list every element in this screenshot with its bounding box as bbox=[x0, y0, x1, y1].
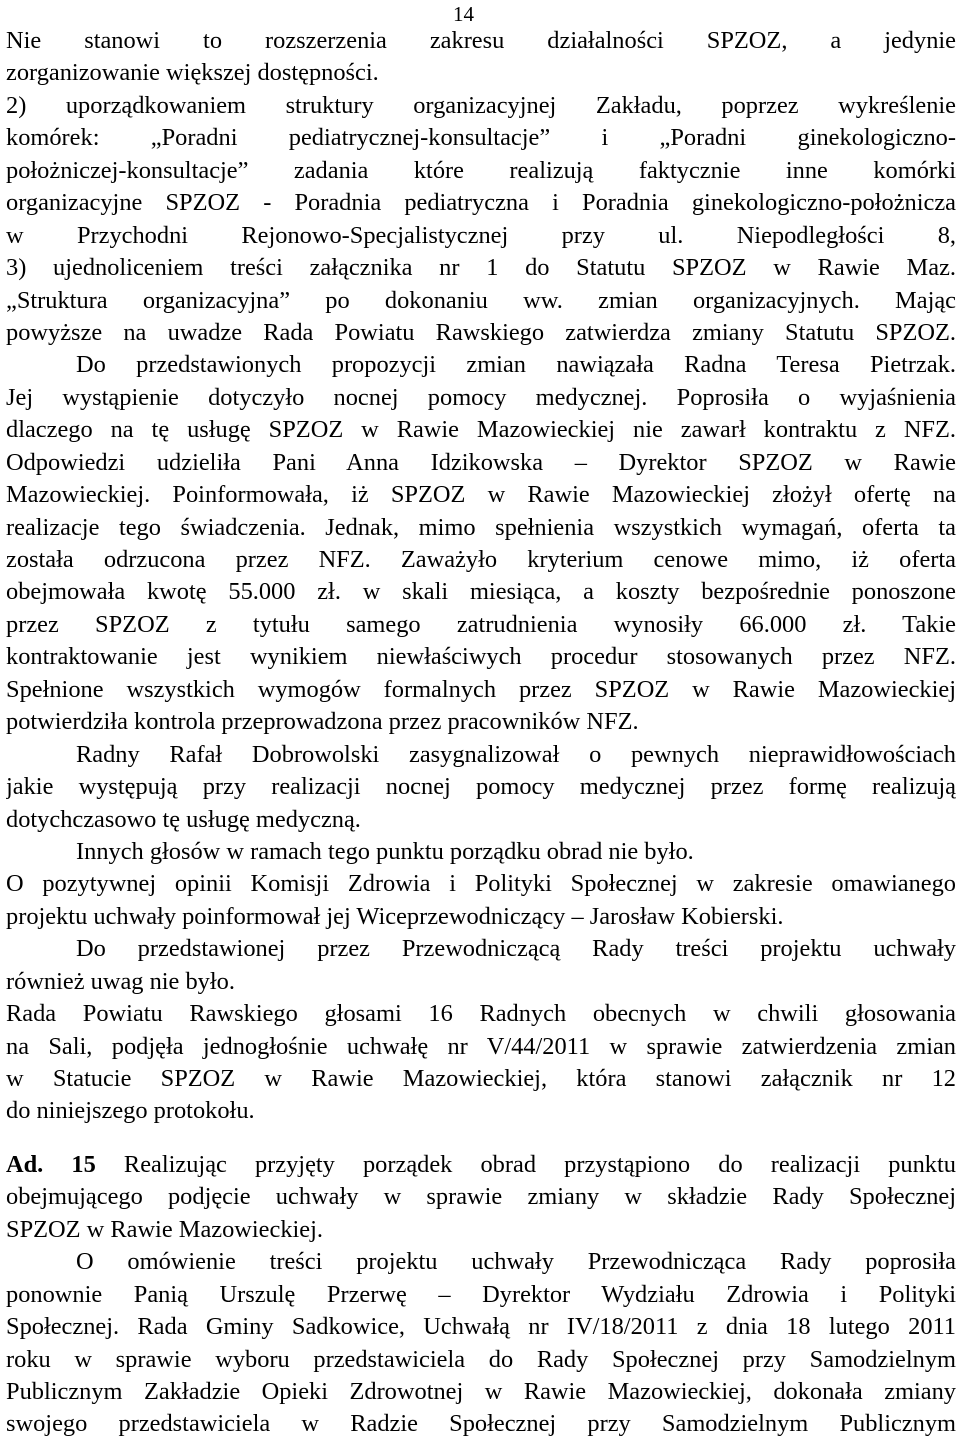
text-line: Do przedstawionej przez Przewodniczącą Rady treści projektu uchwały bbox=[76, 935, 956, 963]
text-line: dlaczego na tę usługę SPZOZ w Rawie Mazowieckiej nie zawarł kontraktu z NFZ. bbox=[6, 416, 956, 444]
text-line: Społecznej. Rada Gminy Sadkowice, Uchwałą nr IV/18/2011 z dnia 18 lutego 2011 bbox=[6, 1313, 956, 1341]
text-line: również uwag nie było. bbox=[6, 967, 235, 995]
paragraph-gap bbox=[6, 1128, 956, 1149]
text-line: „Struktura organizacyjna” po dokonaniu ww. zmian organizacyjnych. Mając bbox=[6, 286, 956, 314]
text-line: potwierdziła kontrola przeprowadzona przez pracowników NFZ. bbox=[6, 708, 639, 736]
text-line: została odrzucona przez NFZ. Zaważyło kryterium cenowe mimo, iż oferta bbox=[6, 546, 956, 573]
text-line: Publicznym Zakładzie Opieki Zdrowotnej w Rawie Mazowieckiej, dokonała zmiany bbox=[6, 1377, 956, 1405]
page-number: 14 bbox=[453, 2, 474, 26]
ad-heading-line bbox=[6, 1149, 956, 1181]
text-line: powyższe na uwadze Rada Powiatu Rawskiego zatwierdza zmiany Statutu SPZOZ. bbox=[6, 318, 956, 346]
text-line: projektu uchwały poinformował jej Wiceprzewodniczący – Jarosław Kobierski. bbox=[6, 902, 784, 930]
text-line: jakie występują przy realizacji nocnej pomocy medycznej przez formę realizują bbox=[6, 773, 956, 801]
text-line: w Przychodni Rejonowo-Specjalistycznej przy ul. Niepodległości 8, bbox=[6, 221, 956, 249]
text-line: realizacje tego świadczenia. Jednak, mimo spełnienia wszystkich wymagań, oferta ta bbox=[6, 513, 956, 541]
text-line: swojego przedstawiciela w Radzie Społecznej przy Samodzielnym Publicznym bbox=[6, 1410, 956, 1438]
text-line: w Statucie SPZOZ w Rawie Mazowieckiej, która stanowi załącznik nr 12 bbox=[6, 1065, 956, 1092]
text-line: do niniejszego protokołu. bbox=[6, 1097, 255, 1125]
text-line: Realizując przyjęty porządek obrad przystąpiono do realizacji punktu bbox=[123, 1150, 956, 1178]
text-line: roku w sprawie wyboru przedstawiciela do Rady Społecznej przy Samodzielnym bbox=[6, 1345, 956, 1373]
text-line: Rada Powiatu Rawskiego głosami 16 Radnych obecnych w chwili głosowania bbox=[6, 1000, 956, 1028]
text-line: SPZOZ w Rawie Mazowieckiej. bbox=[6, 1215, 324, 1243]
text-line: na Sali, podjęła jednogłośnie uchwałę nr V/44/2011 w sprawie zatwierdzenia zmian bbox=[6, 1032, 956, 1060]
text-line: położniczej-konsultacje” zadania które realizują faktycznie inne komórki bbox=[6, 156, 956, 184]
text-line: O pozytywnej opinii Komisji Zdrowia i Polityki Społecznej w zakresie omawianego bbox=[6, 870, 956, 898]
text-line: organizacyjne SPZOZ - Poradnia pediatryczna i Poradnia ginekologiczno-położnicza bbox=[6, 189, 956, 217]
text-line: dotychczasowo tę usługę medyczną. bbox=[6, 805, 361, 833]
ad-number: 15 bbox=[71, 1150, 96, 1178]
text-line: Mazowieckiej. Poinformowała, iż SPZOZ w Rawie Mazowieckiej złożył ofertę na bbox=[6, 481, 956, 509]
text-line: przez SPZOZ z tytułu samego zatrudnienia wynosiły 66.000 zł. Takie bbox=[6, 610, 956, 638]
text-line: kontraktowanie jest wynikiem niewłaściwych procedur stosowanych przez NFZ. bbox=[6, 643, 956, 671]
text-line: Nie stanowi to rozszerzenia zakresu działalności SPZOZ, a jedynie bbox=[6, 27, 956, 54]
text-line: Jej wystąpienie dotyczyło nocnej pomocy medycznej. Poprosiła o wyjaśnienia bbox=[6, 383, 956, 411]
text-line: ponownie Panią Urszulę Przerwę – Dyrektor Wydziału Zdrowia i Polityki bbox=[6, 1280, 956, 1308]
text-line: Do przedstawionych propozycji zmian nawiązała Radna Teresa Pietrzak. bbox=[76, 351, 956, 379]
text-line: O omówienie treści projektu uchwały Przewodnicząca Rady poprosiła bbox=[76, 1248, 956, 1276]
text-line: Innych głosów w ramach tego punktu porządku obrad nie było. bbox=[76, 837, 694, 865]
text-line: komórek: „Poradni pediatrycznej-konsultacje” i „Poradni ginekologiczno- bbox=[6, 124, 956, 152]
document-body bbox=[6, 25, 956, 1441]
text-line: Odpowiedzi udzieliła Pani Anna Idzikowska – Dyrektor SPZOZ w Rawie bbox=[6, 448, 956, 476]
text-line: 3) ujednoliceniem treści załącznika nr 1 do Statutu SPZOZ w Rawie Maz. bbox=[6, 254, 956, 282]
text-line: Spełnione wszystkich wymogów formalnych przez SPZOZ w Rawie Mazowieckiej bbox=[6, 675, 956, 703]
text-line: obejmowała kwotę 55.000 zł. w skali miesiąca, a koszty bezpośrednie ponoszone bbox=[6, 578, 956, 606]
text-line: zorganizowanie większej dostępności. bbox=[6, 59, 379, 87]
ad-label: Ad. bbox=[6, 1150, 44, 1178]
text-line: Radny Rafał Dobrowolski zasygnalizował o pewnych nieprawidłowościach bbox=[76, 740, 956, 768]
text-line: obejmującego podjęcie uchwały w sprawie zmiany w składzie Rady Społecznej bbox=[6, 1183, 956, 1211]
text-line: 2) uporządkowaniem struktury organizacyjnej Zakładu, poprzez wykreślenie bbox=[6, 91, 956, 119]
